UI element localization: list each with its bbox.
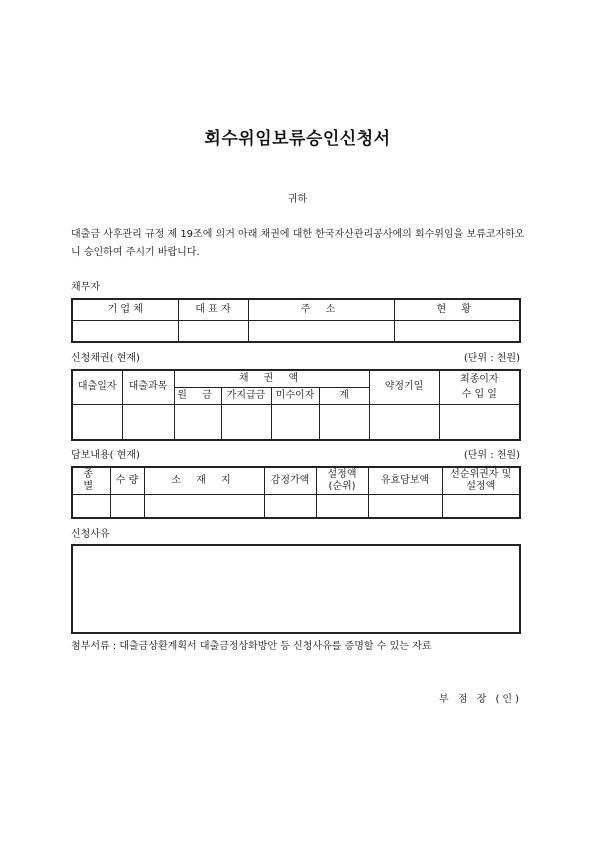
address-cell[interactable] [248, 320, 394, 342]
debtor-table [71, 298, 521, 343]
header-total: 계 [319, 387, 369, 404]
principal-cell[interactable] [174, 404, 221, 440]
setup-line2: (순위) [328, 480, 356, 492]
reason-box[interactable] [71, 544, 521, 634]
effective-cell[interactable] [368, 494, 442, 518]
header-setup [316, 467, 368, 494]
collateral-unit: (단위 : 천원) [463, 450, 520, 461]
prior-line1: 선순위권자 및 [450, 468, 512, 480]
status-cell[interactable] [394, 320, 520, 342]
advance-cell[interactable] [221, 404, 271, 440]
appraisal-cell[interactable] [264, 494, 316, 518]
header-effective: 유효담보액 [368, 467, 442, 494]
debtor-label: 채무자 [71, 282, 100, 293]
header-unpaid-interest: 미수이자 [271, 387, 319, 404]
attachment-note: 첨부서류 : 대출금상환계획서 대출금정상화방안 등 신청사유를 증명할 수 있는 자료 [71, 641, 432, 652]
header-advance: 가지급금 [221, 387, 271, 404]
representative-cell[interactable] [178, 320, 248, 342]
header-type: 종 별 [72, 467, 110, 494]
document-title: 회수위임보류승인신청서 [204, 129, 391, 149]
setup-cell[interactable] [316, 494, 368, 518]
header-agreed-date: 약정기일 [369, 370, 439, 404]
prior-line2: 설정액 [466, 480, 496, 492]
final-interest-cell[interactable] [439, 404, 520, 440]
header-loan-type: 대출과목 [122, 370, 174, 404]
agreed-date-cell[interactable] [369, 404, 439, 440]
claim-label: 신청채권( 현재) [71, 353, 140, 364]
header-final-interest [439, 370, 520, 404]
claim-table [71, 369, 521, 441]
header-principal: 원 금 [174, 387, 221, 404]
company-cell[interactable] [72, 320, 178, 342]
header-qty: 수 량 [110, 467, 144, 494]
header-status: 현 황 [394, 299, 520, 320]
loan-type-cell[interactable] [122, 404, 174, 440]
location-cell[interactable] [144, 494, 264, 518]
header-representative: 대 표 자 [178, 299, 248, 320]
loan-date-cell[interactable] [72, 404, 122, 440]
final-interest-line2: 수 입 일 [461, 388, 497, 400]
collateral-table [71, 466, 521, 519]
branch-manager-seal: 부 점 장 (인) [439, 694, 522, 705]
addressee: 귀하 [287, 194, 308, 205]
header-location: 소 재 지 [144, 467, 264, 494]
header-company: 기 업 체 [72, 299, 178, 320]
header-appraisal: 감정가액 [264, 467, 316, 494]
total-cell[interactable] [319, 404, 369, 440]
unpaid-interest-cell[interactable] [271, 404, 319, 440]
prior-cell[interactable] [442, 494, 520, 518]
header-prior [442, 467, 520, 494]
setup-line1: 설정액 [327, 468, 357, 480]
claim-unit: (단위 : 천원) [463, 353, 520, 364]
final-interest-line1: 최종이자 [459, 373, 499, 385]
header-address: 주 소 [248, 299, 394, 320]
reason-label: 신청사유 [71, 529, 110, 540]
intro-paragraph: 대출금 사후관리 규정 제 19조에 의거 아래 채권에 대한 한국자산관리공사에의 회수위임을 보류코자하오니 승인하여 주시기 바랍니다. [71, 229, 525, 258]
collateral-label: 담보내용( 현재) [71, 450, 140, 461]
type-cell[interactable] [72, 494, 110, 518]
header-claim-amount: 채 권 액 [174, 370, 369, 387]
header-loan-date: 대출일자 [72, 370, 122, 404]
qty-cell[interactable] [110, 494, 144, 518]
